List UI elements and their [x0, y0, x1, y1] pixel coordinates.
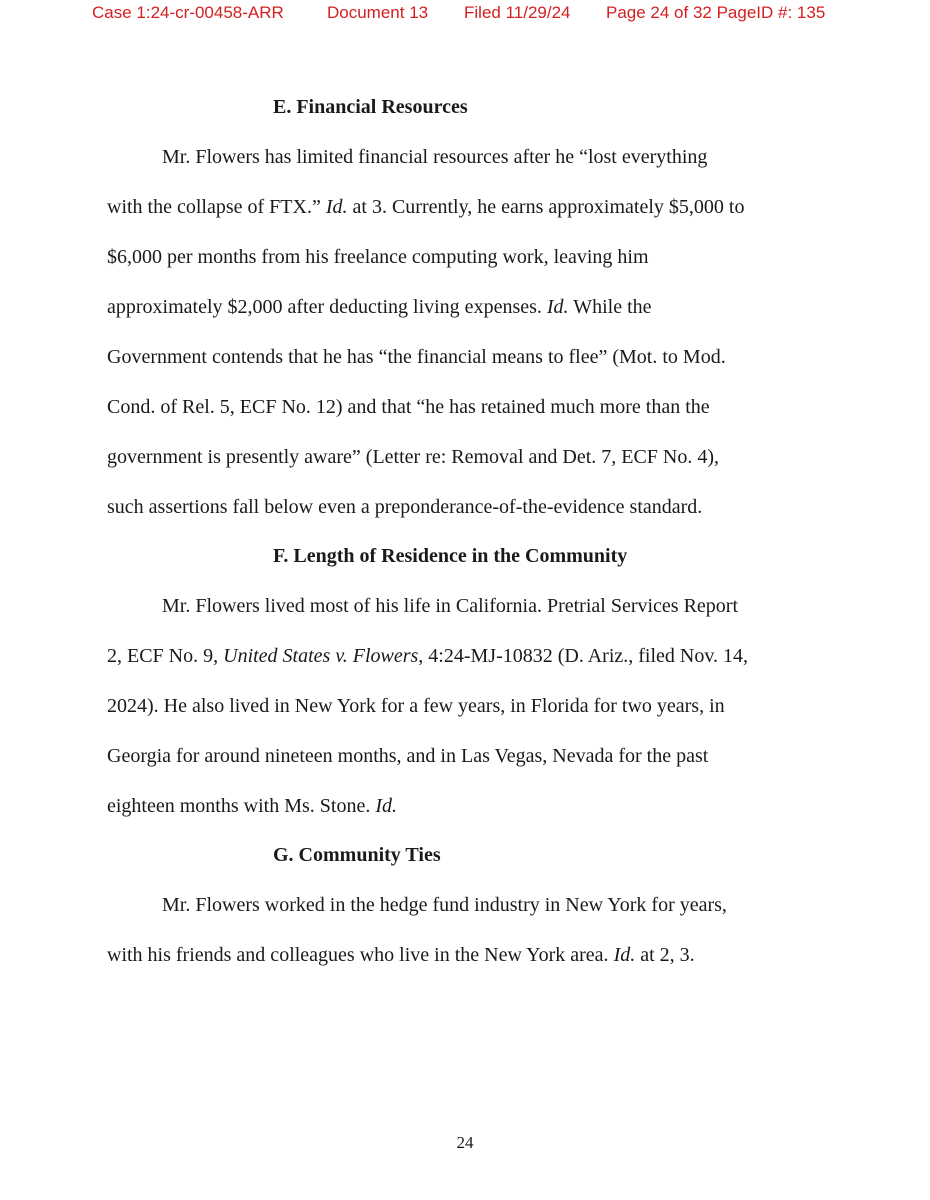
text-line: [107, 382, 807, 432]
italic-citation: Id.: [613, 944, 636, 966]
italic-citation: Id.: [546, 296, 569, 318]
text-line: [107, 681, 807, 731]
text-run: Government contends that he has “the financial means to flee” (Mot. to Mod.: [107, 346, 726, 368]
italic-citation: Id.: [375, 795, 397, 817]
text-run: at 3. Currently, he earns approximately $5,000 to: [347, 196, 745, 218]
section-heading-community-ties: G. Community Ties: [273, 844, 441, 866]
document-number: Document 13: [327, 3, 429, 22]
text-line: [107, 930, 807, 980]
text-run: While the: [568, 296, 652, 318]
paragraph-length-of-residence: [107, 581, 807, 831]
text-line: [107, 781, 807, 831]
text-run: Mr. Flowers lived most of his life in California. Pretrial Services Report: [162, 595, 739, 617]
text-run: 2, ECF No. 9,: [107, 645, 224, 667]
text-line: [107, 132, 807, 182]
text-run: Georgia for around nineteen months, and in Las Vegas, Nevada for the past: [107, 745, 709, 767]
text-run: such assertions fall below even a preponderance-of-the-evidence standard.: [107, 496, 703, 518]
italic-citation: Id.: [325, 196, 348, 218]
text-line: [107, 182, 807, 232]
italic-citation: United States v. Flowers: [223, 645, 419, 667]
section-heading-length-of-residence: F. Length of Residence in the Community: [273, 545, 628, 567]
text-run: Cond. of Rel. 5, ECF No. 12) and that “he has retained much more than the: [107, 396, 710, 418]
text-run: 2024). He also lived in New York for a few years, in Florida for two years, in: [107, 695, 725, 717]
text-line: [107, 232, 807, 282]
paragraph-financial-resources: [107, 132, 807, 532]
text-line: [107, 482, 807, 532]
text-run: approximately $2,000 after deducting living expenses.: [107, 296, 547, 318]
paragraph-community-ties: [107, 880, 807, 980]
text-line: [107, 432, 807, 482]
text-line: [107, 880, 807, 930]
text-run: government is presently aware” (Letter re: Removal and Det. 7, ECF No. 4),: [107, 446, 720, 468]
text-run: with his friends and colleagues who live in the New York area.: [107, 944, 614, 966]
filed-date: Filed 11/29/24: [464, 3, 571, 22]
text-run: , 4:24-MJ-10832 (D. Ariz., filed Nov. 14,: [418, 645, 749, 667]
text-run: $6,000 per months from his freelance computing work, leaving him: [107, 246, 649, 268]
text-run: Mr. Flowers has limited financial resources after he “lost everything: [162, 146, 708, 168]
text-line: [107, 282, 807, 332]
text-run: with the collapse of FTX.”: [107, 196, 326, 218]
page-number: 24: [456, 1133, 474, 1152]
text-line: [107, 631, 807, 681]
case-number: Case 1:24-cr-00458-ARR: [92, 3, 284, 22]
text-line: [107, 581, 807, 631]
text-run: at 2, 3.: [635, 944, 695, 966]
text-run: Mr. Flowers worked in the hedge fund industry in New York for years,: [162, 894, 727, 916]
ecf-filing-header: [0, 3, 930, 23]
section-heading-financial-resources: E. Financial Resources: [273, 96, 468, 118]
page-id-info: Page 24 of 32 PageID #: 135: [606, 3, 826, 22]
text-run: eighteen months with Ms. Stone.: [107, 795, 376, 817]
text-line: [107, 332, 807, 382]
text-line: [107, 731, 807, 781]
